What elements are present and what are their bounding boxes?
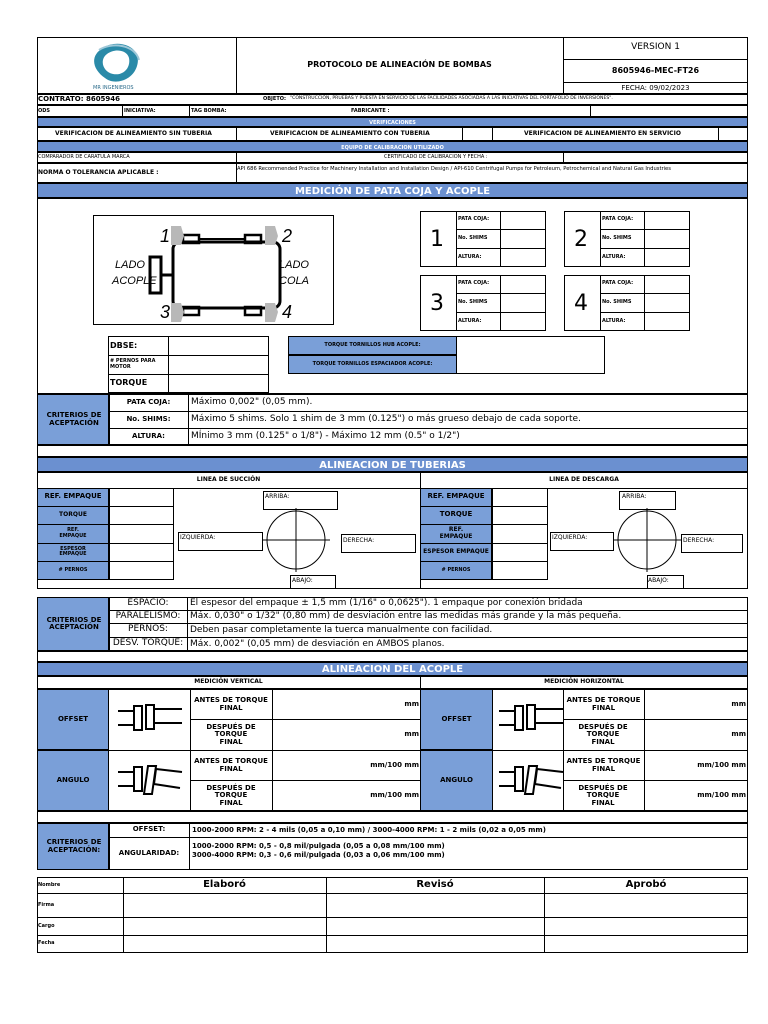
torque-hub-label: TORQUE TORNILLOS HUB ACOPLE: — [324, 341, 421, 348]
succion-derecha-label: DERECHA: — [343, 537, 375, 544]
foot-box-1-altura: ALTURA: — [458, 254, 482, 260]
foot-box-1-number: 1 — [430, 227, 444, 252]
equipo-title: EQUIPO DE CALIBRACION UTILIZADO — [341, 145, 444, 151]
page-title: PROTOCOLO DE ALINEACIÓN DE BOMBAS — [307, 60, 492, 69]
pata-coja-header — [37, 183, 748, 198]
lado-cola-line1: LADO — [279, 259, 309, 271]
certificado-label: CERTIFICADO DE CALIBRACION Y FECHA : — [384, 154, 488, 160]
v-angulo-despues-label: DESPUÉS DE TORQUE FINAL — [206, 783, 256, 807]
lado-acople-line1: LADO — [115, 259, 145, 271]
contract-label: CONTRATO: 8605946 — [38, 95, 121, 103]
descarga-ref-empaque: REF. EMPAQUE — [427, 492, 485, 501]
date-label: FECHA: 09/02/2023 — [621, 84, 690, 92]
foot-box-4-number: 4 — [574, 291, 588, 316]
vertical-offset-label: OFFSET — [57, 714, 89, 723]
v-angulo-despues-unit: mm/100 mm — [370, 791, 419, 799]
v-offset-antes-unit: mm — [404, 700, 419, 708]
company-logo — [85, 40, 155, 92]
version-label: VERSION 1 — [631, 42, 680, 52]
succion-ref-empaque: REF. EMPAQUE — [44, 492, 102, 501]
firma-row-cargo: Cargo — [38, 923, 55, 929]
lado-cola-label — [279, 258, 309, 290]
linea-descarga-label: LINEA DE DESCARGA — [549, 476, 619, 483]
criterio-pernos-label: PERNOS: — [128, 624, 168, 635]
v-angulo-antes-unit: mm/100 mm — [370, 761, 419, 769]
tag-bomba-label: TAG BOMBA: — [191, 108, 227, 114]
criterio-shims-label: No. SHIMS: — [126, 414, 171, 423]
v-offset-despues-label: DESPUÉS DE TORQUE FINAL — [206, 722, 256, 746]
lado-acople-label — [112, 258, 157, 290]
linea-succion-label: LINEA DE SUCCIÓN — [196, 476, 261, 483]
verificaciones-title: VERIFICACIONES — [369, 120, 416, 126]
firma-row-fecha: Fecha — [38, 940, 55, 946]
h-angulo-despues-label: DESPUÉS DE TORQUE FINAL — [578, 783, 628, 807]
criterio-paralelismo-label: PARALELISMO: — [115, 610, 181, 621]
lado-acople-line2: ACOPLE — [112, 274, 157, 287]
acople-header — [37, 662, 748, 676]
aprobo-header: Aprobó — [625, 879, 667, 890]
horizontal-offset-label: OFFSET — [441, 714, 472, 723]
h-angulo-antes-label: ANTES DE TORQUE FINAL — [566, 757, 641, 773]
criterio-pata-coja-label: PATA COJA: — [126, 397, 171, 406]
succion-cross-diagram — [262, 508, 330, 572]
foot-4-label: 4 — [282, 302, 293, 322]
descarga-abajo-label: ABAJO: — [648, 577, 669, 584]
foot-box-4-shims: No. SHIMS — [602, 299, 632, 305]
ods-label: ODS — [38, 108, 51, 114]
foot-box-1 — [420, 211, 546, 267]
vertical-angulo-label: ANGULO — [56, 775, 90, 784]
check-sin-tuberia[interactable]: VERIFICACION DE ALINEAMIENTO SIN TUBERIA — [55, 130, 212, 137]
comparador-label: COMPARADOR DE CARATULA MARCA — [38, 154, 130, 160]
h-offset-despues-label: DESPUÉS DE TORQUE FINAL — [578, 722, 628, 746]
h-angulo-coupling-icon — [497, 764, 565, 796]
offset-coupling-icon — [116, 703, 184, 733]
foot-box-4-pata: PATA COJA: — [602, 280, 634, 286]
firma-row-nombre: Nombre — [38, 882, 61, 888]
succion-espesor: ESPESOR EMPAQUE — [59, 545, 87, 557]
v-angulo-antes-label: ANTES DE TORQUE FINAL — [194, 757, 268, 773]
descarga-cross-diagram — [613, 508, 681, 572]
reviso-header: Revisó — [416, 879, 454, 890]
foot-box-4 — [564, 275, 690, 331]
objeto-text: "CONSTRUCCIÓN, PRUEBAS Y PUESTA EN SERVICIO DE LAS FACILIDADES ASOCIADAS A LAS INICIATIVAS DEL PORTAFOLIO DE INVERSIONES". — [290, 96, 613, 101]
check-en-servicio[interactable]: VERIFICACION DE ALINEAMIENTO EN SERVICIO — [524, 130, 681, 137]
h-offset-despues-unit: mm — [731, 730, 746, 738]
succion-ref-empaque-2: REF. EMPAQUE — [59, 527, 87, 539]
criterios-tuberias-label: CRITERIOS DE ACEPTACIÓN — [46, 615, 102, 631]
h-offset-antes-label: ANTES DE TORQUE FINAL — [566, 696, 641, 712]
h-offset-coupling-icon — [497, 703, 565, 733]
logo-text: MR INGENIEROS — [93, 85, 134, 91]
descarga-ref-empaque-2: REF. EMPAQUE — [439, 526, 473, 540]
h-angulo-despues-unit: mm/100 mm — [697, 791, 746, 799]
pernos-motor-label: # PERNOS PARA MOTOR — [110, 358, 156, 370]
criterio-desv-torque-text: Máx. 0,002" (0,05 mm) de desviación en AMBOS planos. — [190, 639, 445, 649]
foot-box-2-shims: No. SHIMS — [602, 235, 632, 241]
foot-box-3-pata: PATA COJA: — [458, 280, 490, 286]
document-code: 8605946-MEC-FT26 — [611, 66, 700, 75]
foot-box-2 — [564, 211, 690, 267]
foot-box-3-number: 3 — [430, 291, 444, 316]
foot-box-3-altura: ALTURA: — [458, 318, 482, 324]
criterios-pata-label: CRITERIOS DE ACEPTACIÓN — [46, 411, 102, 427]
descarga-derecha-label: DERECHA: — [683, 537, 715, 544]
iniciativa-label: INICIATIVA: — [124, 108, 156, 114]
norma-text: API 686 Recommended Practice for Machinery Installation and Installation Design / API-610 Centrifugal Pumps for Petroleum, Petrochemical and Natural Gas Industries — [237, 166, 671, 172]
criterio-espacio-text: El espesor del empaque ± 1,5 mm (1/16" o 0,0625"). 1 empaque por conexión bridada — [190, 598, 583, 608]
firma-row-firma: Firma — [38, 902, 55, 908]
descarga-arriba-label: ARRIBA: — [622, 493, 647, 500]
criterios-acople-label: CRITERIOS DE ACEPTACIÓN: — [46, 838, 102, 854]
foot-2-label: 2 — [282, 226, 293, 246]
criterio-pernos-text: Deben pasar completamente la tuerca manualmente con facilidad. — [190, 625, 493, 635]
check-con-tuberia[interactable]: VERIFICACION DE ALINEAMIENTO CON TUBERIA — [270, 130, 430, 137]
foot-box-1-pata: PATA COJA: — [458, 216, 490, 222]
fabricante-label: FABRICANTE : — [351, 108, 390, 114]
objeto-label: OBJETO: — [263, 96, 286, 102]
lado-cola-line2: COLA — [279, 274, 309, 287]
h-angulo-antes-unit: mm/100 mm — [697, 761, 746, 769]
verificaciones-header — [37, 117, 748, 127]
elaboro-header: Elaboró — [203, 879, 246, 890]
torque-espaciador-label: TORQUE TORNILLOS ESPACIADOR ACOPLE: — [312, 360, 433, 367]
acople-title: ALINEACION DEL ACOPLE — [321, 664, 464, 675]
foot-1-label: 1 — [160, 226, 171, 246]
criterio-shims-text: Máximo 5 shims. Solo 1 shim de 3 mm (0.125") o más grueso debajo de cada soporte. — [191, 414, 581, 424]
equipo-header — [37, 141, 748, 152]
criterio-altura-text: MÍnimo 3 mm (0.125" o 1/8") - Máximo 12 mm (0.5" o 1/2") — [191, 431, 460, 441]
succion-pernos: # PERNOS — [58, 566, 88, 573]
dbse-label: DBSE: — [110, 341, 138, 350]
succion-arriba-label: ARRIBA: — [265, 493, 290, 500]
descarga-izquierda-label: IZQUIERDA: — [552, 534, 588, 541]
foot-box-2-pata: PATA COJA: — [602, 216, 634, 222]
norma-label: NORMA O TOLERANCIA APLICABLE : — [38, 169, 159, 176]
v-offset-despues-unit: mm — [404, 730, 419, 738]
torque-label: TORQUE — [110, 378, 148, 387]
criterio-angularidad-text-1: 1000-2000 RPM: 0,5 - 0,8 mil/pulgada (0,05 a 0,08 mm/100 mm) — [192, 842, 445, 850]
foot-box-2-altura: ALTURA: — [602, 254, 626, 260]
criterio-offset-label: OFFSET: — [132, 825, 166, 834]
criterio-angularidad-text-2: 3000-4000 RPM: 0,3 - 0,6 mil/pulgada (0,03 a 0,06 mm/100 mm) — [192, 851, 445, 859]
succion-izquierda-label: IZQUIERDA: — [180, 534, 216, 541]
foot-box-1-shims: No. SHIMS — [458, 235, 488, 241]
descarga-pernos: # PERNOS — [441, 566, 471, 573]
criterio-angularidad-label: ANGULARIDAD: — [118, 848, 180, 857]
foot-box-2-number: 2 — [574, 227, 588, 252]
angulo-coupling-icon — [116, 764, 184, 796]
succion-torque: TORQUE — [59, 510, 87, 518]
criterio-altura-label: ALTURA: — [132, 431, 165, 440]
medicion-vertical-label: MEDICIÓN VERTICAL — [194, 678, 263, 685]
criterio-pata-coja-text: Máximo 0,002" (0,05 mm). — [191, 397, 313, 407]
foot-box-3-shims: No. SHIMS — [458, 299, 488, 305]
foot-box-3 — [420, 275, 546, 331]
tuberias-header — [37, 457, 748, 472]
horizontal-angulo-label: ANGULO — [440, 775, 473, 784]
h-offset-antes-unit: mm — [731, 700, 746, 708]
criterio-espacio-label: ESPACIO: — [127, 597, 169, 608]
medicion-horizontal-label: MEDICIÓN HORIZONTAL — [544, 678, 624, 685]
foot-box-4-altura: ALTURA: — [602, 318, 626, 324]
tuberias-title: ALINEACION DE TUBERIAS — [319, 460, 466, 471]
succion-abajo-label: ABAJO: — [292, 577, 313, 584]
descarga-espesor: ESPESOR EMPAQUE — [423, 547, 489, 555]
criterio-desv-torque-label: DESV. TORQUE: — [112, 638, 184, 649]
criterio-paralelismo-text: Máx. 0,030" o 1/32" (0,80 mm) de desviación entre las medidas más grande y la más pequeña. — [190, 611, 622, 621]
v-offset-antes-label: ANTES DE TORQUE FINAL — [194, 696, 268, 712]
descarga-torque: TORQUE — [439, 510, 473, 519]
pata-coja-title: MEDICIÓN DE PATA COJA Y ACOPLE — [294, 186, 491, 197]
foot-3-label: 3 — [160, 302, 171, 322]
criterio-offset-text: 1000-2000 RPM: 2 - 4 mils (0,05 a 0,10 mm) / 3000-4000 RPM: 1 - 2 mils (0,02 a 0,05 mm) — [192, 826, 546, 834]
